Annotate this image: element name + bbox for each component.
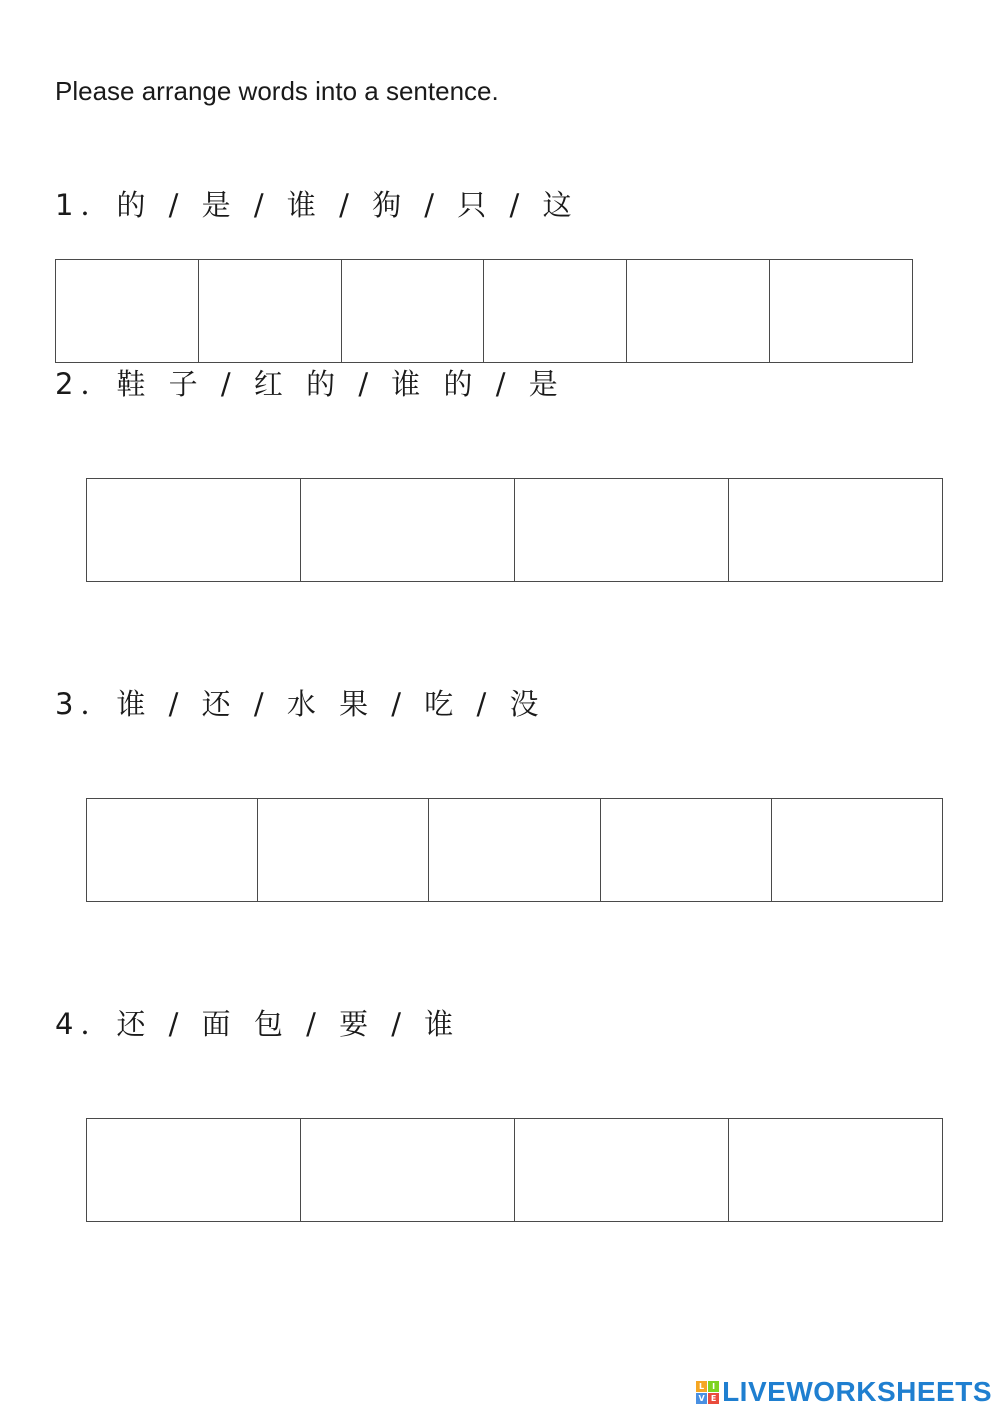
answer-box[interactable]: [342, 260, 485, 362]
answer-box[interactable]: [301, 1119, 515, 1221]
answer-box[interactable]: [729, 1119, 942, 1221]
instruction-text: Please arrange words into a sentence.: [55, 76, 499, 106]
question-2-answer-row: [86, 478, 943, 582]
answer-box[interactable]: [87, 799, 258, 901]
question-3-answer-row: [86, 798, 943, 902]
answer-box[interactable]: [515, 479, 729, 581]
answer-box[interactable]: [601, 799, 772, 901]
answer-box[interactable]: [429, 799, 600, 901]
liveworksheets-logo-icon: [696, 1381, 719, 1404]
answer-box[interactable]: [199, 260, 342, 362]
answer-box[interactable]: [729, 479, 942, 581]
answer-box[interactable]: [87, 479, 301, 581]
answer-box[interactable]: [770, 260, 912, 362]
answer-box[interactable]: [484, 260, 627, 362]
answer-box[interactable]: [515, 1119, 729, 1221]
question-2-prompt: 2．鞋 子 / 红 的 / 谁 的 / 是: [55, 367, 565, 401]
liveworksheets-wordmark: LIVEWORKSHEETS: [722, 1376, 992, 1407]
logo-letter: E: [708, 1393, 719, 1404]
logo-letter: V: [696, 1393, 707, 1404]
answer-box[interactable]: [258, 799, 429, 901]
logo-letter: L: [696, 1381, 707, 1392]
answer-box[interactable]: [627, 260, 770, 362]
answer-box[interactable]: [87, 1119, 301, 1221]
logo-letter: I: [708, 1381, 719, 1392]
answer-box[interactable]: [772, 799, 942, 901]
question-4-answer-row: [86, 1118, 943, 1222]
question-3-prompt: 3．谁 / 还 / 水 果 / 吃 / 没: [55, 687, 546, 721]
answer-box[interactable]: [301, 479, 515, 581]
liveworksheets-brand: [696, 1377, 992, 1407]
question-4-prompt: 4．还 / 面 包 / 要 / 谁: [55, 1007, 461, 1041]
question-1-answer-row: [55, 259, 913, 363]
question-1-prompt: 1．的 / 是 / 谁 / 狗 / 只 / 这: [55, 188, 579, 222]
answer-box[interactable]: [56, 260, 199, 362]
